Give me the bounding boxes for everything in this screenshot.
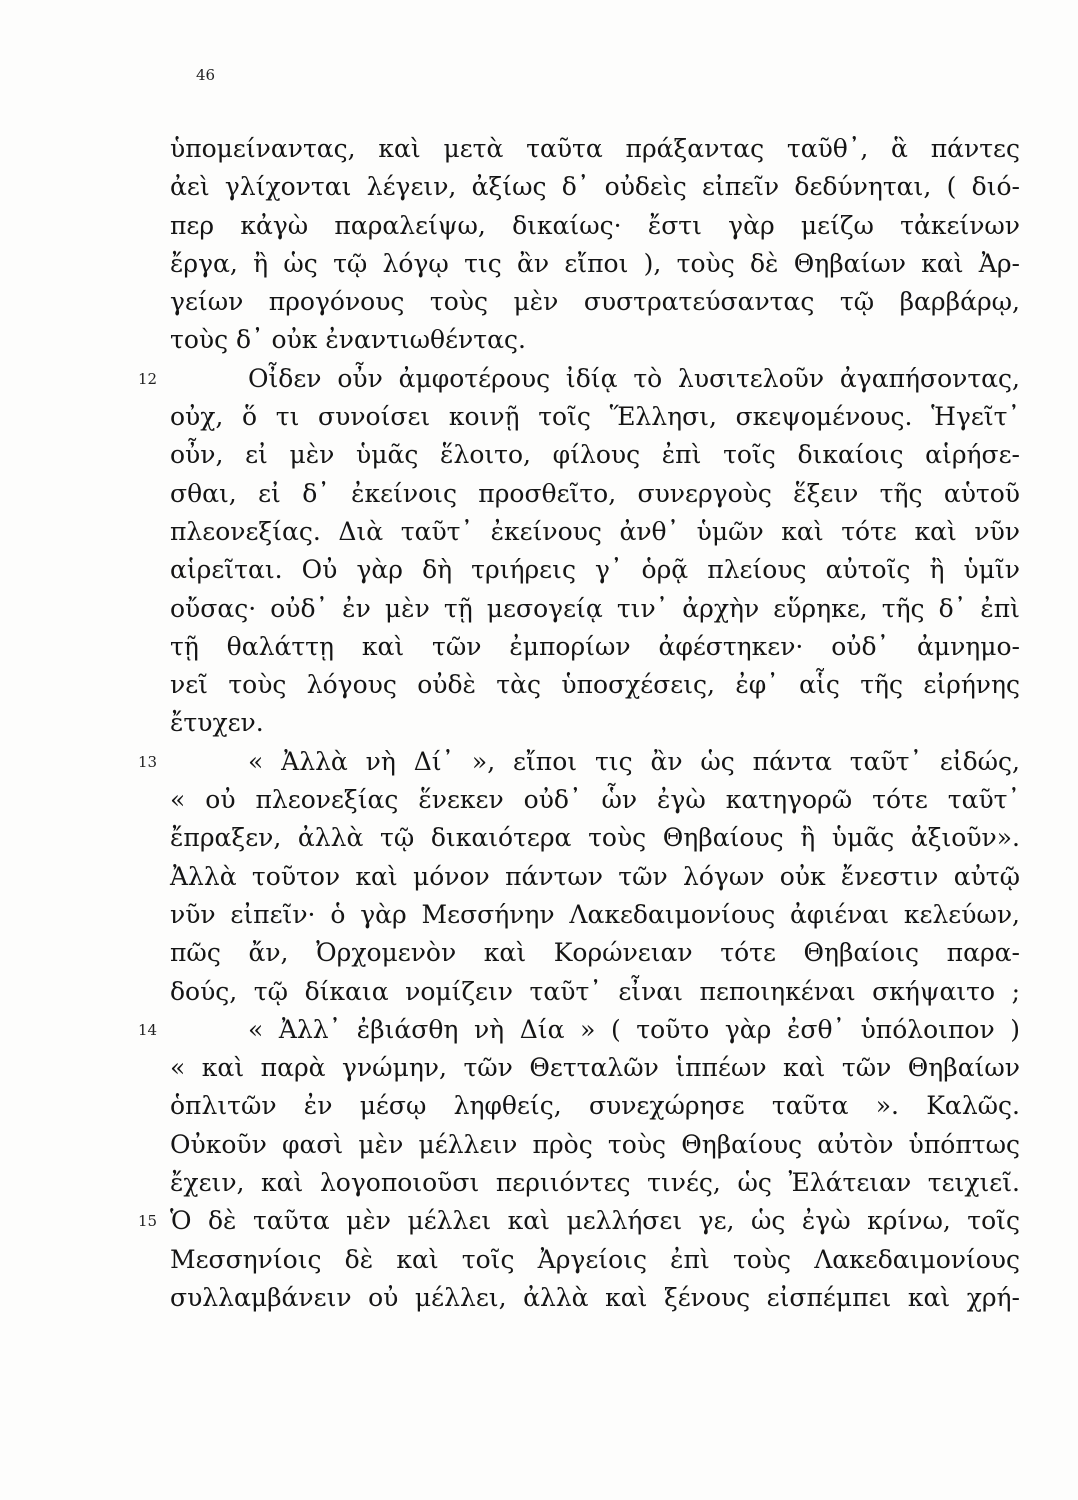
line-text: περ κἀγὼ παραλείψω, δικαίως· ἔστι γὰρ μείζω τἀκείνων xyxy=(170,210,1020,240)
text-line xyxy=(170,704,1020,742)
text-line xyxy=(170,666,1020,704)
text-line xyxy=(170,628,1020,666)
line-text: Οἶδεν οὖν ἀμφοτέρους ἰδίᾳ τὸ λυσιτελοῦν ἀγαπήσοντας, xyxy=(248,363,1020,393)
text-line xyxy=(170,973,1020,1011)
line-text: πλεονεξίας. Διὰ ταῦτ᾽ ἐκείνους ἀνθ᾽ ὑμῶν καὶ τότε καὶ νῦν xyxy=(170,516,1020,546)
line-text: δούς, τῷ δίκαια νομίζειν ταῦτ᾽ εἶναι πεποιηκέναι σκήψαιτο ; xyxy=(170,976,1020,1006)
text-line xyxy=(170,1126,1020,1164)
line-text: « καὶ παρὰ γνώμην, τῶν Θετταλῶν ἱππέων καὶ τῶν Θηβαίων xyxy=(170,1053,1020,1083)
line-text: πῶς ἄν, Ὀρχομενὸν καὶ Κορώνειαν τότε Θηβαίοις παρα- xyxy=(170,938,1020,968)
line-text: ὁπλιτῶν ἐν μέσῳ ληφθείς, συνεχώρησε ταῦτα ». Καλῶς. xyxy=(170,1091,1020,1121)
line-text: « Ἀλλὰ νὴ Δί᾽ », εἴποι τις ἂν ὡς πάντα ταῦτ᾽ εἰδώς, xyxy=(248,746,1020,776)
line-text: σθαι, εἰ δ᾽ ἐκείνοις προσθεῖτο, συνεργοὺς ἕξειν τῆς αὑτοῦ xyxy=(170,478,1020,508)
line-text: Ὁ δὲ ταῦτα μὲν μέλλει καὶ μελλήσει γε, ὡς ἐγὼ κρίνω, τοῖς xyxy=(170,1206,1020,1236)
text-line xyxy=(170,819,1020,857)
line-text: ἔπραξεν, ἀλλὰ τῷ δικαιότερα τοὺς Θηβαίους ἢ ὑμᾶς ἀξιοῦν». xyxy=(170,823,1020,853)
text-line xyxy=(170,896,1020,934)
text-line xyxy=(170,398,1020,436)
section-number: 15 xyxy=(138,1212,158,1231)
text-line xyxy=(170,475,1020,513)
text-line xyxy=(170,1164,1020,1202)
line-text: ὑπομείναντας, καὶ μετὰ ταῦτα πράξαντας ταῦθ᾽, ἃ πάντες xyxy=(170,134,1020,163)
text-line xyxy=(170,1087,1020,1125)
text-line xyxy=(170,207,1020,245)
line-text: ἔτυχεν. xyxy=(170,708,264,738)
section-number: 14 xyxy=(138,1020,158,1039)
text-line xyxy=(170,551,1020,589)
text-line xyxy=(138,360,1020,398)
text-line xyxy=(170,934,1020,972)
line-text: τοὺς δ᾽ οὐκ ἐναντιωθέντας. xyxy=(170,325,526,355)
text-line xyxy=(170,1241,1020,1279)
text-line xyxy=(170,130,1020,168)
text-line xyxy=(170,321,1020,359)
line-text: « οὐ πλεονεξίας ἕνεκεν οὐδ᾽ ὧν ἐγὼ κατηγορῶ τότε ταῦτ᾽ xyxy=(170,785,1020,815)
text-line xyxy=(170,436,1020,474)
line-text: τῇ θαλάττῃ καὶ τῶν ἐμπορίων ἀφέστηκεν· οὐδ᾽ ἀμνημο- xyxy=(170,631,1020,661)
text-line xyxy=(170,590,1020,628)
line-text: συλλαμβάνειν οὐ μέλλει, ἀλλὰ καὶ ξένους εἰσπέμπει καὶ χρή- xyxy=(170,1282,1020,1312)
line-text: οὔσας· οὐδ᾽ ἐν μὲν τῇ μεσογείᾳ τιν᾽ ἀρχὴν εὕρηκε, τῆς δ᾽ ἐπὶ xyxy=(170,593,1020,623)
line-text: Ἀλλὰ τοῦτον καὶ μόνον πάντων τῶν λόγων οὐκ ἔνεστιν αὐτῷ xyxy=(170,861,1020,891)
text-line xyxy=(170,513,1020,551)
text-line xyxy=(170,245,1020,283)
text-line xyxy=(170,781,1020,819)
line-text: οὐχ, ὅ τι συνοίσει κοινῇ τοῖς Ἕλλησι, σκεψομένους. Ἡγεῖτ᾽ xyxy=(170,402,1020,432)
section-number: 12 xyxy=(138,369,158,388)
text-line xyxy=(138,743,1020,781)
text-line xyxy=(170,283,1020,321)
text-line xyxy=(170,1049,1020,1087)
section-number: 13 xyxy=(138,752,158,771)
line-text: Οὐκοῦν φασὶ μὲν μέλλειν πρὸς τοὺς Θηβαίους αὐτὸν ὑπόπτως xyxy=(170,1129,1020,1159)
text-line xyxy=(138,1011,1020,1049)
line-text: νῦν εἰπεῖν· ὁ γὰρ Μεσσήνην Λακεδαιμονίους ἀφιέναι κελεύων, xyxy=(170,899,1020,929)
text-line xyxy=(170,168,1020,206)
text-line xyxy=(138,1202,1020,1240)
line-text: ἔργα, ἢ ὡς τῷ λόγῳ τις ἂν εἴποι ), τοὺς δὲ Θηβαίων καὶ Ἀρ- xyxy=(170,248,1020,278)
text-line xyxy=(170,858,1020,896)
line-text: οὖν, εἰ μὲν ὑμᾶς ἕλοιτο, φίλους ἐπὶ τοῖς δικαίοις αἱρήσε- xyxy=(170,440,1020,470)
line-text: ἀεὶ γλίχονται λέγειν, ἀξίως δ᾽ οὐδεὶς εἰπεῖν δεδύνηται, ( διό- xyxy=(170,172,1020,202)
line-text: « Ἀλλ᾽ ἐβιάσθη νὴ Δία » ( τοῦτο γὰρ ἐσθ᾽ ὑπόλοιπον ) xyxy=(248,1014,1020,1044)
line-text: ἔχειν, καὶ λογοποιοῦσι περιιόντες τινές, ὡς Ἐλάτειαν τειχιεῖ. xyxy=(170,1168,1020,1198)
main-text xyxy=(138,130,1020,1317)
line-text: αἱρεῖται. Οὐ γὰρ δὴ τριήρεις γ᾽ ὁρᾷ πλείους αὐτοῖς ἢ ὑμῖν xyxy=(170,555,1020,585)
page-number: 46 xyxy=(196,66,216,84)
text-line xyxy=(170,1279,1020,1317)
line-text: γείων προγόνους τοὺς μὲν συστρατεύσαντας τῷ βαρβάρῳ, xyxy=(170,287,1020,317)
line-text: Μεσσηνίοις δὲ καὶ τοῖς Ἀργείοις ἐπὶ τοὺς Λακεδαιμονίους xyxy=(170,1244,1020,1274)
line-text: νεῖ τοὺς λόγους οὐδὲ τὰς ὑποσχέσεις, ἐφ᾽ αἷς τῆς εἰρήνης xyxy=(170,670,1020,700)
